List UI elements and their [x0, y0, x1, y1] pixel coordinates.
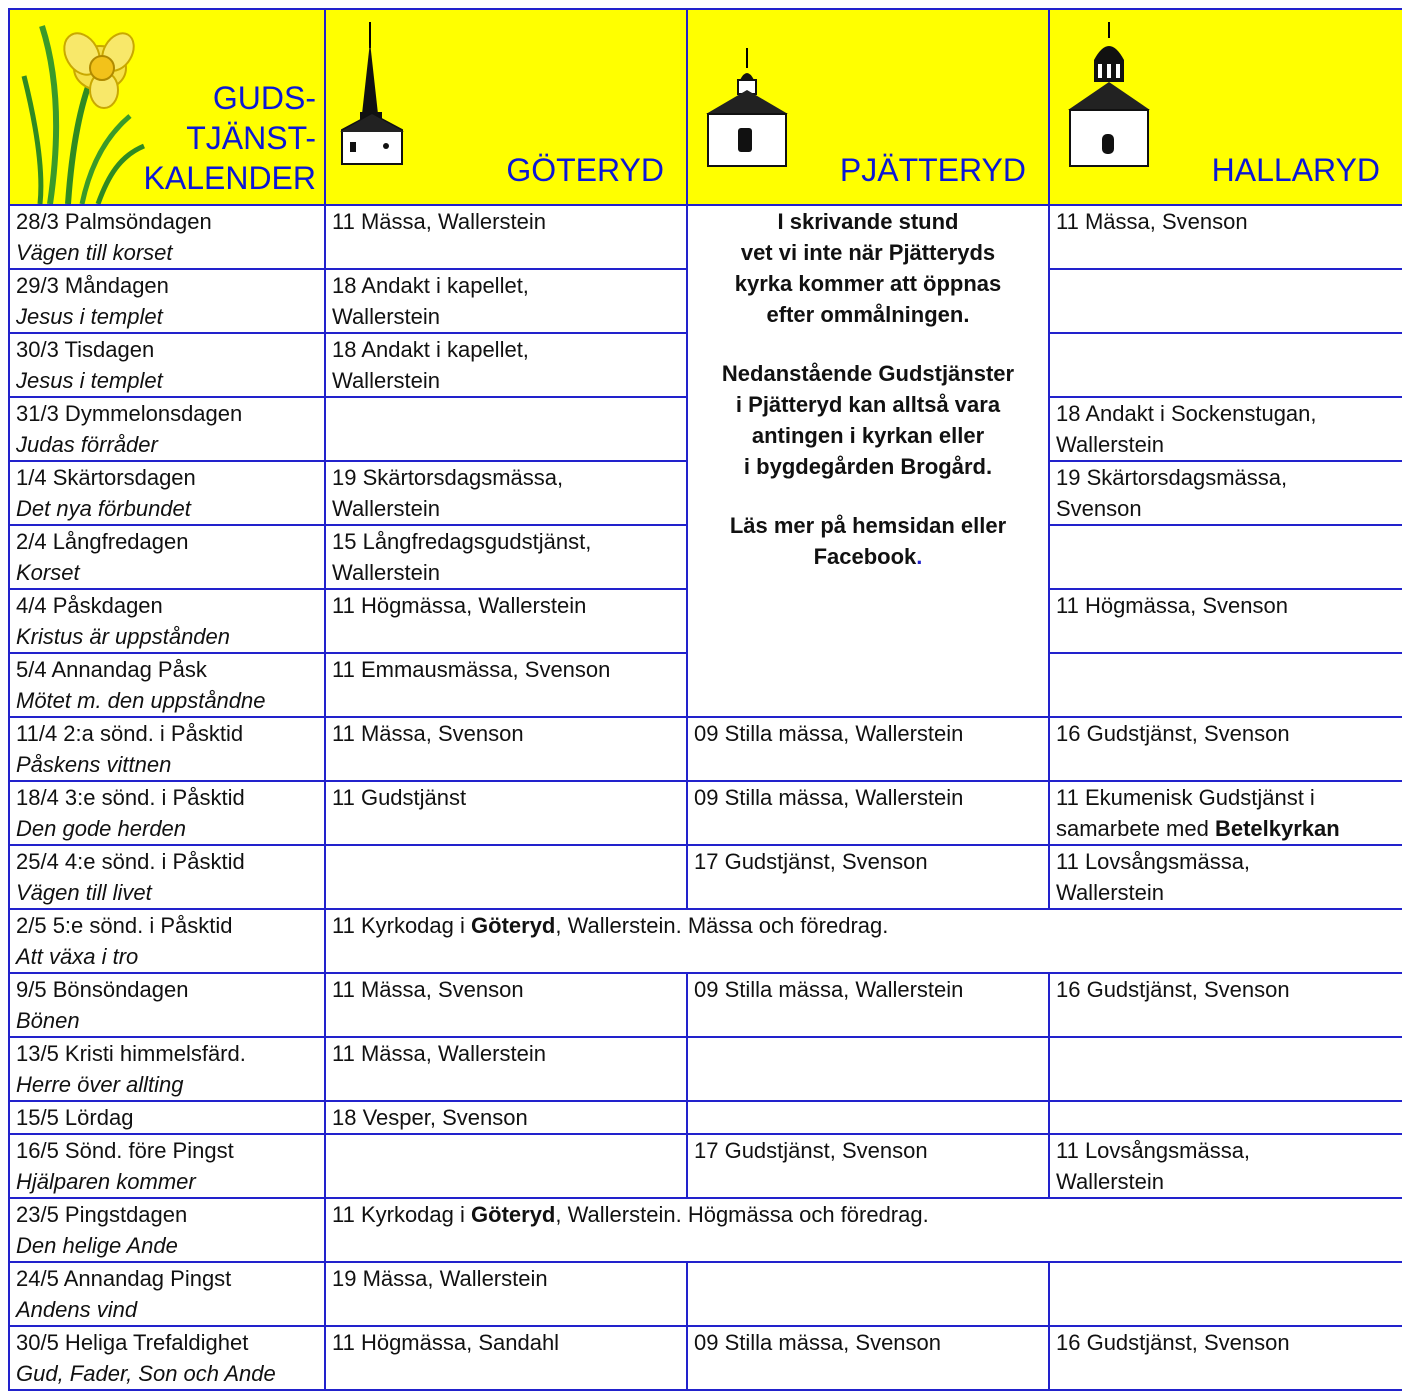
goteryd-cell: 11 Emmausmässa, Svenson: [325, 653, 687, 717]
pjatteryd-cell: [687, 1037, 1049, 1101]
hallaryd-cell: 11 Mässa, Svenson: [1049, 205, 1402, 269]
pjatteryd-cell: [687, 1101, 1049, 1134]
hallaryd-cell: [1049, 1262, 1402, 1326]
date-cell: 2/5 5:e sönd. i Påsktid Att växa i tro: [9, 909, 325, 973]
date-cell: 4/4 Påskdagen Kristus är uppstånden: [9, 589, 325, 653]
goteryd-cell: [325, 1134, 687, 1198]
pjatteryd-cell: 17 Gudstjänst, Svenson: [687, 1134, 1049, 1198]
church-name-pjatteryd: PJÄTTERYD: [839, 152, 1026, 188]
header-row: [9, 9, 1402, 205]
title-line: KALENDER: [143, 160, 316, 196]
goteryd-cell: [325, 845, 687, 909]
hallaryd-cell: 19 Skärtorsdagsmässa, Svenson: [1049, 461, 1402, 525]
pjatteryd-cell: 09 Stilla mässa, Wallerstein: [687, 717, 1049, 781]
goteryd-cell: 15 Långfredagsgudstjänst, Wallerstein: [325, 525, 687, 589]
date-cell: 29/3 Måndagen Jesus i templet: [9, 269, 325, 333]
hallaryd-cell: [1049, 269, 1402, 333]
day-theme: Vägen till korset: [16, 240, 173, 265]
goteryd-cell: 18 Andakt i kapellet, Wallerstein: [325, 333, 687, 397]
church-header-goteryd: [325, 9, 687, 205]
calendar-title: [144, 78, 317, 198]
goteryd-cell: 11 Mässa, Svenson: [325, 717, 687, 781]
hallaryd-cell: [1049, 1037, 1402, 1101]
hallaryd-cell: 11 Högmässa, Svenson: [1049, 589, 1402, 653]
date-cell: 16/5 Sönd. före Pingst Hjälparen kommer: [9, 1134, 325, 1198]
goteryd-cell: 19 Skärtorsdagsmässa, Wallerstein: [325, 461, 687, 525]
hallaryd-cell: [1049, 525, 1402, 589]
table-row: [9, 973, 1402, 1037]
pjatteryd-cell: 17 Gudstjänst, Svenson: [687, 845, 1049, 909]
hallaryd-cell: 11 Lovsångsmässa, Wallerstein: [1049, 1134, 1402, 1198]
title-line: TJÄNST-: [186, 120, 316, 156]
goteryd-cell: 11 Mässa, Wallerstein: [325, 1037, 687, 1101]
table-row: [9, 781, 1402, 845]
hallaryd-cell: 16 Gudstjänst, Svenson: [1049, 973, 1402, 1037]
goteryd-cell: 18 Vesper, Svenson: [325, 1101, 687, 1134]
table-row: [9, 1262, 1402, 1326]
notice-paragraph: Läs mer på hemsidan eller Facebook.: [729, 513, 1007, 569]
date-cell: 15/5 Lördag: [9, 1101, 325, 1134]
church-pjatteryd-icon: [702, 18, 792, 168]
date-cell: 2/4 Långfredagen Korset: [9, 525, 325, 589]
church-name-hallaryd: HALLARYD: [1211, 152, 1380, 188]
pjatteryd-cell: 09 Stilla mässa, Wallerstein: [687, 781, 1049, 845]
church-hallaryd-icon: [1064, 18, 1154, 168]
table-row: [9, 1101, 1402, 1134]
service-calendar-table: [8, 8, 1402, 1391]
date-cell: [9, 205, 325, 269]
goteryd-cell: [325, 397, 687, 461]
date-cell: 11/4 2:a sönd. i Påsktid Påskens vittnen: [9, 717, 325, 781]
pjatteryd-cell: 09 Stilla mässa, Svenson: [687, 1326, 1049, 1390]
church-header-pjatteryd: [687, 9, 1049, 205]
hallaryd-cell: 16 Gudstjänst, Svenson: [1049, 717, 1402, 781]
hallaryd-cell: 18 Andakt i Sockenstugan, Wallerstein: [1049, 397, 1402, 461]
goteryd-cell: 11 Mässa, Wallerstein: [325, 205, 687, 269]
date-cell: 25/4 4:e sönd. i Påsktid Vägen till livet: [9, 845, 325, 909]
church-goteryd-icon: [340, 18, 410, 168]
table-row: [9, 1037, 1402, 1101]
date-cell: 23/5 Pingstdagen Den helige Ande: [9, 1198, 325, 1262]
goteryd-cell: 11 Högmässa, Wallerstein: [325, 589, 687, 653]
hallaryd-cell: 16 Gudstjänst, Svenson: [1049, 1326, 1402, 1390]
church-name-goteryd: GÖTERYD: [506, 152, 664, 188]
church-header-hallaryd: [1049, 9, 1402, 205]
date-cell: 31/3 Dymmelonsdagen Judas förråder: [9, 397, 325, 461]
date-cell: 9/5 Bönsöndagen Bönen: [9, 973, 325, 1037]
table-row: [9, 1326, 1402, 1390]
pjatteryd-cell: [687, 1262, 1049, 1326]
date-cell: 30/3 Tisdagen Jesus i templet: [9, 333, 325, 397]
table-row: [9, 1134, 1402, 1198]
pjatteryd-notice-cell: [687, 205, 1049, 717]
table-row: [9, 1198, 1402, 1262]
goteryd-cell: 18 Andakt i kapellet, Wallerstein: [325, 269, 687, 333]
goteryd-cell: 11 Mässa, Svenson: [325, 973, 687, 1037]
date-cell: 5/4 Annandag Påsk Mötet m. den uppståndne: [9, 653, 325, 717]
pjatteryd-cell: 09 Stilla mässa, Wallerstein: [687, 973, 1049, 1037]
date-cell: 1/4 Skärtorsdagen Det nya förbundet: [9, 461, 325, 525]
title-line: GUDS-: [212, 80, 316, 116]
day-label: 28/3 Palmsöndagen: [16, 209, 212, 234]
goteryd-cell: 11 Gudstjänst: [325, 781, 687, 845]
hallaryd-cell: 11 Lovsångsmässa, Wallerstein: [1049, 845, 1402, 909]
notice-paragraph: I skrivande stund vet vi inte när Pjätteryds kyrka kommer att öppnas efter ommålningen.: [734, 209, 1002, 327]
goteryd-cell: 11 Högmässa, Sandahl: [325, 1326, 687, 1390]
notice-paragraph: Nedanstående Gudstjänster i Pjätteryd kan alltså vara antingen i kyrkan eller i bygdegården Brogård.: [721, 361, 1015, 479]
date-cell: 24/5 Annandag Pingst Andens vind: [9, 1262, 325, 1326]
goteryd-cell: 19 Mässa, Wallerstein: [325, 1262, 687, 1326]
date-cell: 30/5 Heliga Trefaldighet Gud, Fader, Son och Ande: [9, 1326, 325, 1390]
hallaryd-cell: 11 Ekumenisk Gudstjänst i samarbete med Betelkyrkan: [1049, 781, 1402, 845]
hallaryd-cell: [1049, 333, 1402, 397]
date-cell: 18/4 3:e sönd. i Påsktid Den gode herden: [9, 781, 325, 845]
hallaryd-cell: [1049, 1101, 1402, 1134]
table-row: [9, 845, 1402, 909]
joint-service-cell: 11 Kyrkodag i Göteryd, Wallerstein. Mässa och föredrag.: [325, 909, 1402, 973]
calendar-title-cell: [9, 9, 325, 205]
table-row: [9, 205, 1402, 269]
hallaryd-cell: [1049, 653, 1402, 717]
table-row: [9, 717, 1402, 781]
date-cell: 13/5 Kristi himmelsfärd. Herre över allting: [9, 1037, 325, 1101]
table-row: [9, 909, 1402, 973]
joint-service-cell: 11 Kyrkodag i Göteryd, Wallerstein. Högmässa och föredrag.: [325, 1198, 1402, 1262]
